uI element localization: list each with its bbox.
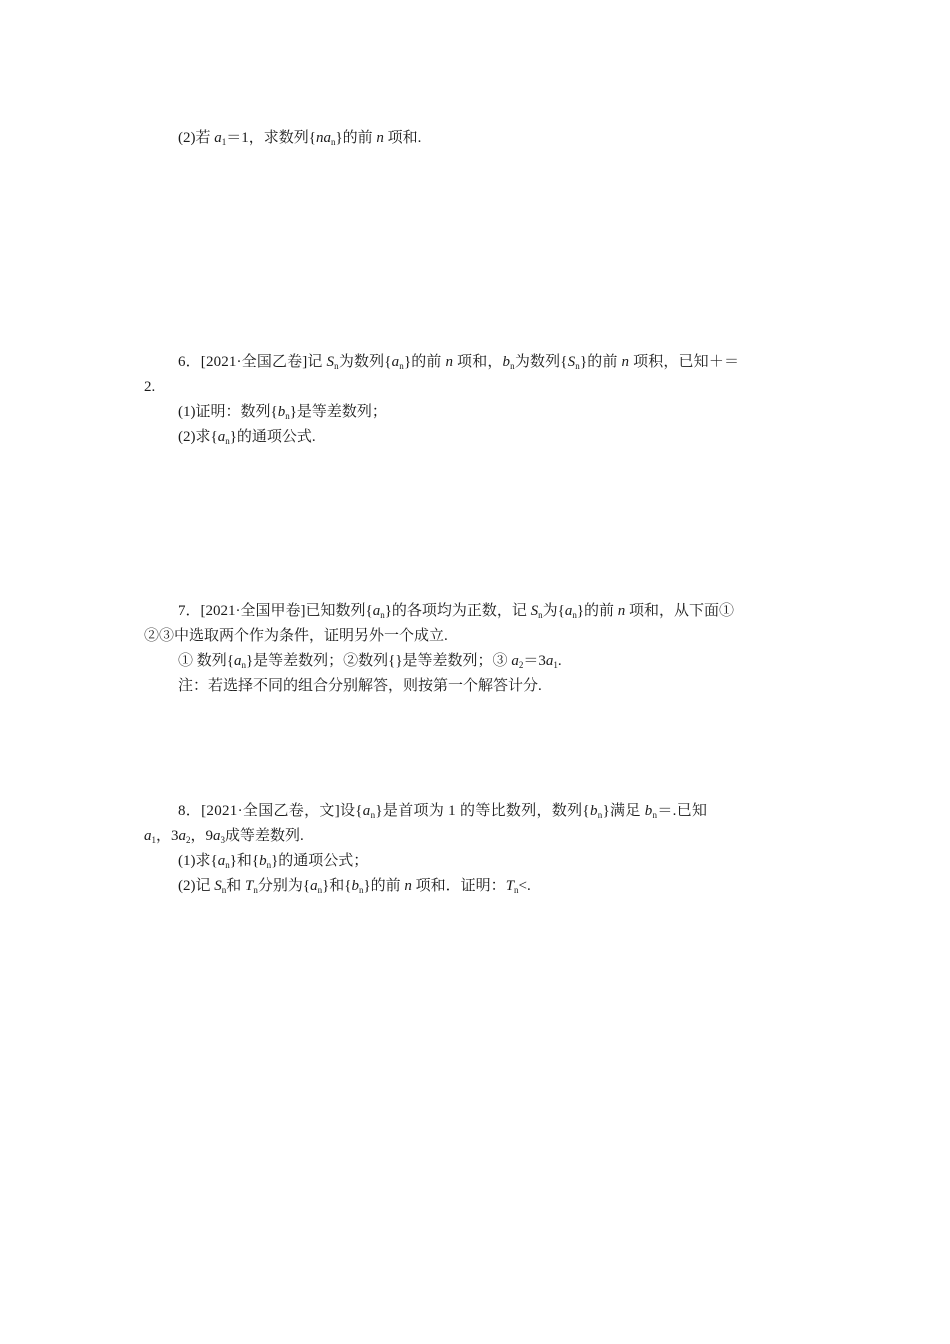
text: }满足: [602, 803, 645, 819]
var-b: b: [644, 803, 653, 819]
var-a: a: [372, 603, 381, 619]
subscript: n: [380, 610, 385, 620]
var-a: a: [217, 429, 226, 445]
subscript: 2: [518, 660, 524, 670]
text: 和: [226, 878, 246, 894]
text: }是等差数列；②数列{}是等差数列；③: [245, 653, 512, 669]
var-T: T: [505, 878, 515, 894]
var-b: b: [277, 404, 286, 420]
text: }是等差数列；: [289, 404, 387, 420]
text: 为{: [542, 603, 565, 619]
var-b: b: [259, 853, 267, 869]
var-n: n: [315, 130, 324, 146]
text: }的前: [579, 354, 622, 370]
text: }的通项公式；: [271, 853, 369, 869]
text: 为数列{: [338, 354, 392, 370]
subscript: n: [538, 610, 543, 620]
var-a: a: [213, 828, 221, 844]
var-a: a: [310, 878, 318, 894]
var-a: a: [564, 603, 573, 619]
question-number: 8．[2021·全国乙卷，文]设{: [178, 803, 363, 819]
subscript: n: [285, 411, 290, 421]
text: ，3: [156, 828, 179, 844]
subscript: n: [575, 361, 580, 371]
subscript: n: [225, 860, 230, 870]
text: (1)证明：数列{: [178, 404, 278, 420]
text: }和{: [229, 853, 260, 869]
var-a: a: [144, 828, 152, 844]
q8-part2: [178, 876, 531, 896]
var-n: n: [376, 130, 384, 146]
q7-stem-line1: [178, 601, 734, 621]
q8-stem-line1: [178, 801, 707, 821]
text: }的通项公式.: [229, 429, 316, 445]
var-S: S: [567, 354, 576, 370]
text: ，9: [190, 828, 214, 844]
q7-stem-line2: ②③中选取两个作为条件，证明另外一个成立.: [144, 628, 448, 644]
var-n: n: [404, 878, 412, 894]
question-number: 7．[2021·全国甲卷]已知数列{: [178, 603, 373, 619]
text: }的各项均为正数，记: [384, 603, 531, 619]
var-a: a: [214, 130, 222, 146]
q7-conditions: [178, 651, 562, 671]
var-a: a: [217, 853, 226, 869]
var-S: S: [530, 603, 539, 619]
text: (2)求{: [178, 429, 218, 445]
text: 为数列{: [514, 354, 568, 370]
text: }和{: [322, 878, 352, 894]
subscript: n: [358, 885, 364, 895]
text: ＝1，求数列{: [226, 130, 316, 146]
text: .: [557, 653, 562, 669]
text: 项积，已知＋＝: [629, 354, 740, 370]
text: }是首项为 1 的等比数列，数列{: [375, 803, 590, 819]
text: ① 数列{: [178, 653, 234, 669]
var-n: n: [445, 354, 454, 370]
text: 分别为{: [257, 878, 311, 894]
q5-part2-line: [178, 128, 421, 148]
var-a: a: [362, 803, 371, 819]
subscript: n: [241, 660, 246, 670]
q8-stem-line2: [144, 826, 304, 846]
subscript: n: [510, 361, 515, 371]
text: ＝3: [523, 653, 546, 669]
text: }的前: [576, 603, 618, 619]
text: (2)若: [178, 130, 215, 146]
var-T: T: [245, 878, 254, 894]
var-a: a: [391, 354, 400, 370]
q6-part1: [178, 402, 387, 422]
subscript: n: [221, 885, 227, 895]
var-b: b: [502, 354, 511, 370]
var-S: S: [326, 354, 335, 370]
subscript: 1: [221, 137, 227, 147]
subscript: n: [572, 610, 577, 620]
subscript: 1: [151, 835, 156, 845]
var-S: S: [214, 878, 222, 894]
text: }的前: [335, 130, 377, 146]
subscript: n: [597, 810, 603, 820]
var-a: a: [323, 130, 331, 146]
text: (1)求{: [178, 853, 218, 869]
q7-note: 注：若选择不同的组合分别解答，则按第一个解答计分.: [178, 678, 542, 694]
q6-part2: [178, 427, 316, 447]
text: 成等差数列.: [225, 828, 304, 844]
subscript: 1: [553, 660, 558, 670]
var-b: b: [589, 803, 598, 819]
var-b: b: [351, 878, 359, 894]
text: }的前: [403, 354, 446, 370]
subscript: n: [652, 810, 658, 820]
subscript: n: [370, 810, 376, 820]
var-n: n: [617, 603, 626, 619]
subscript: n: [514, 885, 519, 895]
text: 项和，从下面①: [625, 603, 735, 619]
text: 项和.: [383, 130, 422, 146]
var-a: a: [233, 653, 242, 669]
question-number: 6．[2021·全国乙卷]记: [178, 354, 327, 370]
subscript: n: [317, 885, 323, 895]
text: <.: [518, 878, 531, 894]
subscript: n: [334, 361, 339, 371]
subscript: n: [330, 137, 336, 147]
text: }的前: [363, 878, 405, 894]
var-a: a: [511, 653, 519, 669]
subscript: n: [253, 885, 258, 895]
q6-stem-line2: 2.: [144, 379, 156, 395]
subscript: n: [266, 860, 272, 870]
text: 项和．证明：: [411, 878, 506, 894]
text: ＝.已知: [657, 803, 708, 819]
subscript: 2: [186, 835, 191, 845]
var-a: a: [178, 828, 187, 844]
text: 项和，: [453, 354, 503, 370]
var-n: n: [621, 354, 630, 370]
subscript: n: [225, 436, 230, 446]
subscript: n: [399, 361, 404, 371]
subscript: 3: [220, 835, 226, 845]
var-a: a: [545, 653, 554, 669]
text: (2)记: [178, 878, 215, 894]
q6-stem-line1: [178, 352, 739, 372]
q8-part1: [178, 851, 368, 871]
